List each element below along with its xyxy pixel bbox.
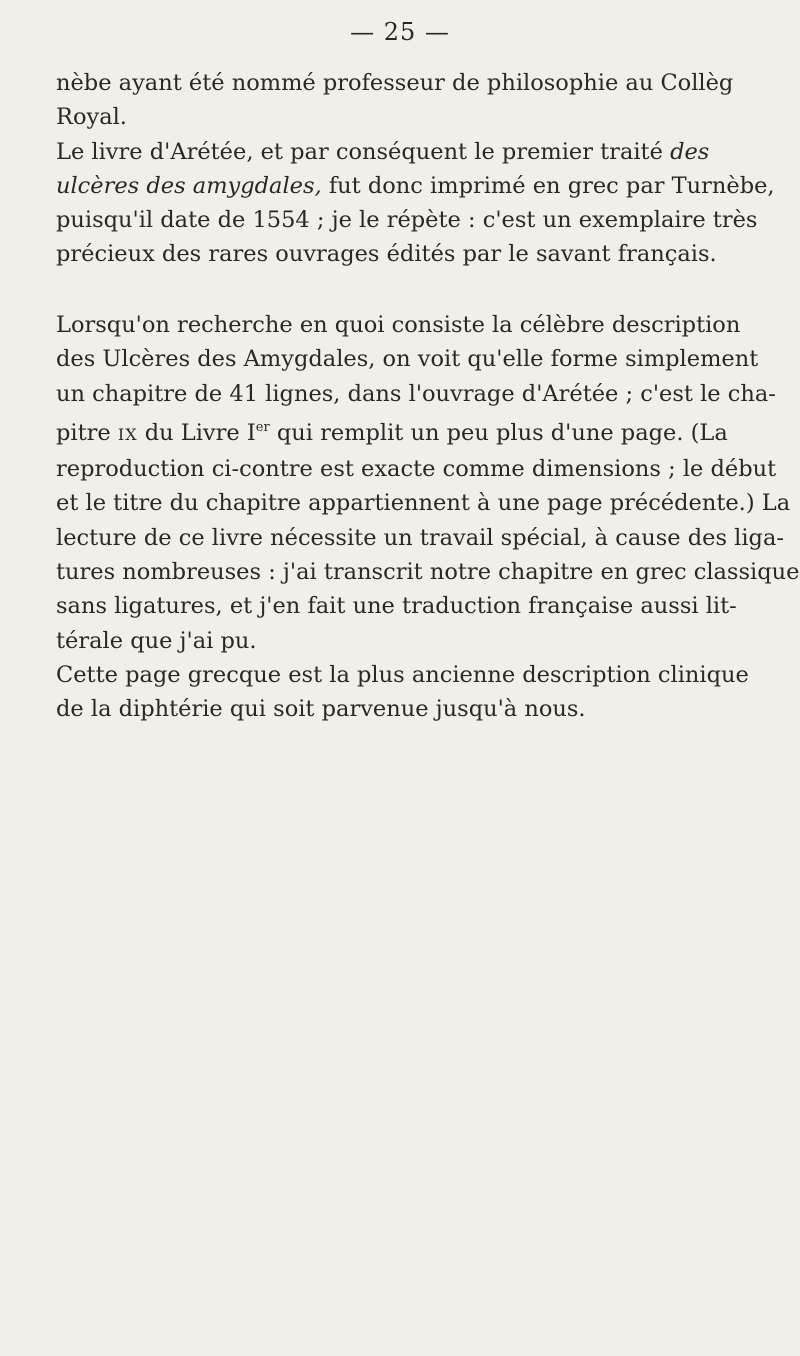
text-line: un chapitre de 41 lignes, dans l'ouvrage d'Arétée ; c'est le cha- — [56, 380, 776, 407]
text-run: pitre — [56, 419, 118, 446]
text-line — [56, 169, 775, 203]
paragraph-1 — [56, 66, 768, 135]
italic-title-run: des — [670, 138, 710, 165]
text-line — [56, 135, 768, 169]
roman-numeral: IX — [117, 424, 138, 444]
text-line — [56, 411, 768, 452]
text-run: fut donc imprimé en grec par Turnèbe, — [321, 172, 775, 199]
paragraph-2 — [56, 135, 775, 272]
text-line: précieux des rares ouvrages édités par le savant français. — [56, 241, 717, 268]
text-line: de la diphtérie qui soit parvenue jusqu'à nous. — [56, 696, 586, 723]
text-run: du Livre I — [137, 419, 256, 446]
italic-title-run: ulcères des amygdales, — [56, 172, 322, 199]
text-line: lecture de ce livre nécessite un travail spécial, à cause des liga- — [56, 524, 784, 551]
text-line: puisqu'il date de 1554 ; je le répète : c'est un exemplaire très — [56, 207, 758, 234]
text-block-top — [56, 66, 775, 272]
text-line: térale que j'ai pu. — [56, 627, 257, 654]
text-block-bottom — [56, 308, 800, 727]
superscript: er — [255, 419, 270, 435]
paragraph-4 — [56, 658, 768, 727]
page-number: — 25 — — [350, 18, 450, 46]
text-line: nèbe ayant été nommé professeur de philosophie au Collèg — [56, 70, 734, 96]
text-run: Le livre d'Arétée, et par conséquent le premier traité — [56, 138, 671, 165]
text-line: et le titre du chapitre appartiennent à une page précédente.) La — [56, 490, 791, 517]
text-line: Cette page grecque est la plus ancienne description clinique — [56, 661, 749, 688]
text-line: sans ligatures, et j'en fait une traduction française aussi lit- — [56, 593, 737, 620]
text-line: reproduction ci-contre est exacte comme dimensions ; le début — [56, 456, 777, 483]
text-line: tures nombreuses : j'ai transcrit notre chapitre en grec classique — [56, 559, 800, 586]
text-line: Royal. — [56, 104, 127, 131]
paragraph-3 — [56, 308, 800, 658]
text-line: Lorsqu'on recherche en quoi consiste la célèbre description — [56, 312, 741, 338]
text-line: des Ulcères des Amygdales, on voit qu'elle forme simplement — [56, 346, 759, 373]
text-run: qui remplit un peu plus d'une page. (La — [269, 419, 728, 446]
